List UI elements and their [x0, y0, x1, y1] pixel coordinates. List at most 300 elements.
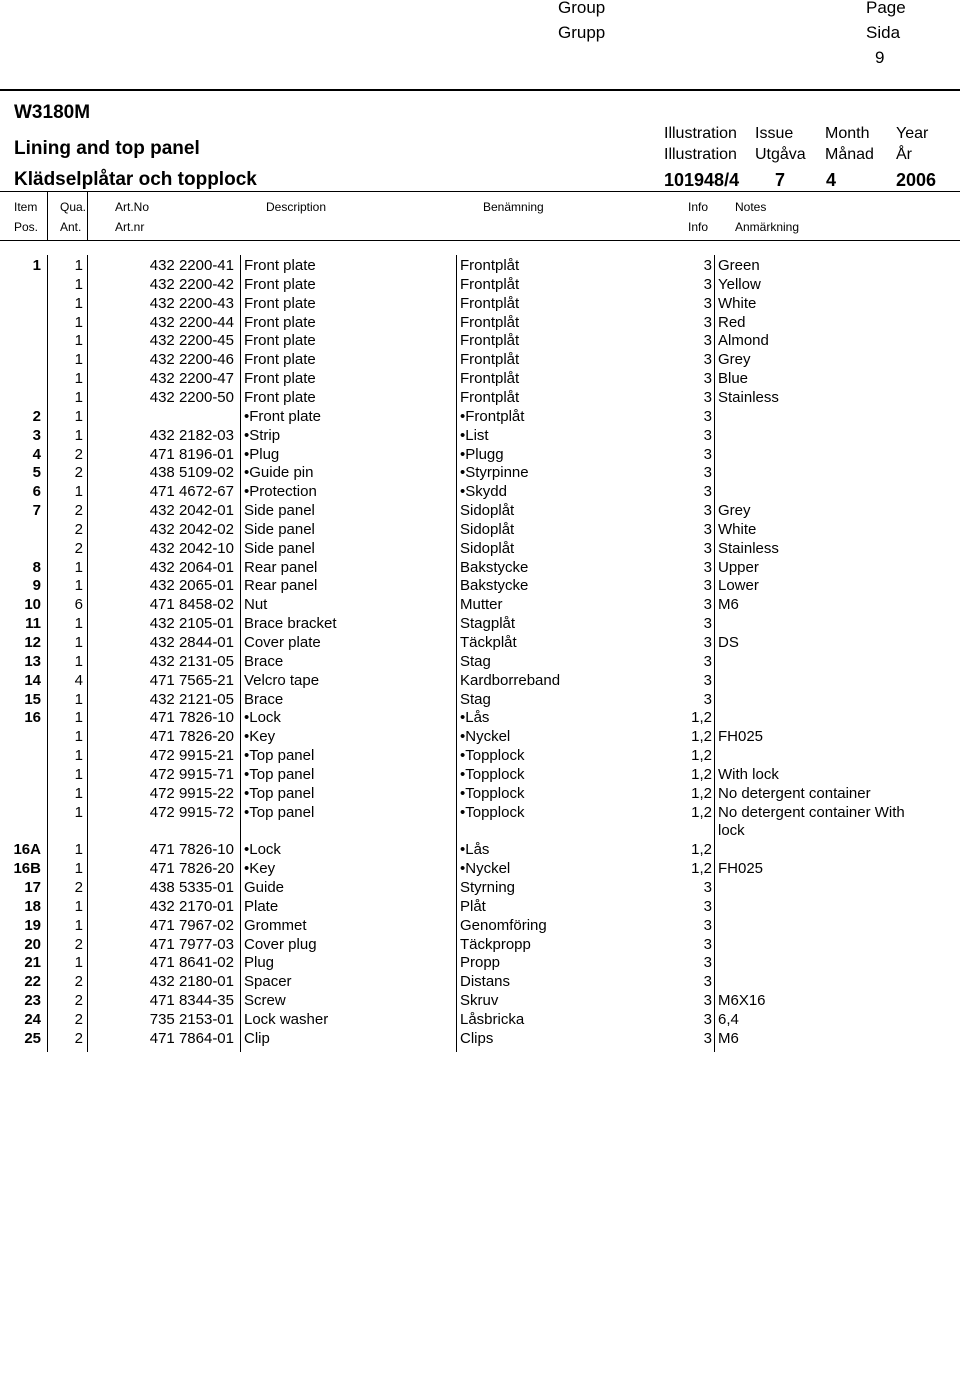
month-label-sv: Månad [825, 146, 874, 163]
cell-description: Screw [244, 992, 286, 1010]
cell-info: 3 [703, 954, 712, 972]
cell-quantity: 2 [74, 879, 83, 897]
cell-quantity: 1 [74, 709, 83, 727]
cell-quantity: 2 [74, 935, 83, 953]
table-row [0, 634, 960, 653]
cell-description: Guide [244, 879, 285, 897]
col-info: Info [688, 200, 709, 214]
cell-article-number: 432 2170-01 [149, 897, 234, 915]
cell-article-number: 471 8641-02 [149, 954, 234, 972]
cell-notes: FH025 [718, 860, 764, 878]
cell-info: 3 [703, 370, 712, 388]
cell-article-number: 471 8196-01 [149, 445, 234, 463]
table-row [0, 483, 960, 502]
cell-article-number: 471 7864-01 [149, 1029, 234, 1047]
table-row [0, 1030, 960, 1049]
col-item-sv: Pos. [14, 220, 39, 234]
cell-description: Front plate [244, 257, 316, 274]
cell-description: Clip [244, 1029, 270, 1047]
cell-item-number: 7 [32, 502, 41, 520]
cell-info: 3 [703, 690, 712, 708]
cell-benamning: Stag [460, 690, 491, 708]
cell-benamning: Frontplåt [460, 332, 520, 350]
cell-benamning: •Lås [460, 709, 490, 727]
cell-item-number: 1 [32, 257, 41, 274]
cell-info: 1,2 [691, 747, 712, 765]
cell-quantity: 1 [74, 426, 83, 444]
cell-description: Brace [244, 652, 284, 670]
cell-benamning: Frontplåt [460, 275, 520, 293]
cell-notes: White [718, 294, 757, 312]
cell-article-number: 432 2131-05 [149, 652, 234, 670]
cell-notes: Stainless [718, 539, 779, 557]
cell-item-number: 4 [32, 445, 41, 463]
page-title: Lining and top panel [14, 138, 200, 159]
group-label-sv: Grupp [558, 23, 606, 42]
cell-notes: Grey [718, 502, 751, 520]
cell-article-number: 432 2200-42 [149, 275, 234, 293]
cell-quantity: 1 [74, 558, 83, 576]
col-sep [87, 192, 88, 240]
cell-article-number: 735 2153-01 [149, 1011, 234, 1028]
cell-item-number: 3 [32, 426, 41, 444]
table-row [0, 577, 960, 596]
cell-info: 3 [703, 973, 712, 991]
cell-description: Front plate [244, 388, 316, 406]
cell-article-number: 432 2182-03 [149, 426, 234, 444]
cell-quantity: 1 [74, 728, 83, 746]
col-notes-sv: Anmärkning [735, 220, 800, 234]
cell-benamning: Sidoplåt [460, 520, 515, 538]
cell-quantity: 1 [74, 388, 83, 406]
cell-info: 3 [703, 445, 712, 463]
cell-quantity: 1 [74, 860, 83, 878]
cell-quantity: 1 [74, 803, 83, 821]
cell-notes: Grey [718, 351, 751, 369]
table-row [0, 785, 960, 804]
page-title-sv: Klädselplåtar och topplock [14, 169, 257, 190]
cell-quantity: 1 [74, 634, 83, 651]
cell-article-number: 432 2042-02 [149, 520, 234, 538]
cell-notes: M6 [718, 1029, 739, 1047]
table-row [0, 672, 960, 691]
cell-item-number: 24 [24, 1011, 41, 1028]
cell-article-number: 471 7967-02 [149, 916, 234, 934]
cell-quantity: 1 [74, 294, 83, 312]
cell-article-number: 471 7826-10 [149, 709, 234, 727]
cell-benamning: Frontplåt [460, 351, 520, 369]
cell-quantity: 2 [74, 992, 83, 1010]
cell-benamning: •Plugg [460, 445, 504, 463]
cell-quantity: 2 [74, 539, 83, 557]
cell-info: 3 [703, 275, 712, 293]
cell-item-number: 16B [13, 860, 41, 878]
cell-item-number: 18 [24, 897, 41, 915]
cell-info: 3 [703, 388, 712, 406]
cell-info: 3 [703, 502, 712, 520]
cell-quantity: 1 [74, 370, 83, 388]
cell-benamning: •Nyckel [460, 860, 511, 878]
table-row [0, 332, 960, 351]
cell-description: Lock washer [244, 1011, 329, 1028]
cell-item-number: 14 [24, 671, 41, 689]
cell-benamning: •Topplock [460, 765, 525, 783]
cell-item-number: 13 [24, 652, 41, 670]
cell-info: 3 [703, 558, 712, 576]
cell-item-number: 19 [24, 916, 41, 934]
table-row [0, 596, 960, 615]
cell-benamning: Mutter [460, 596, 503, 614]
cell-item-number: 2 [32, 407, 41, 425]
issue-value: 7 [775, 170, 786, 190]
table-row [0, 276, 960, 295]
cell-quantity: 2 [74, 445, 83, 463]
cell-description: •Top panel [244, 747, 315, 765]
cell-quantity: 1 [74, 690, 83, 708]
cell-info: 3 [703, 426, 712, 444]
table-row [0, 747, 960, 766]
table-top-rule [0, 240, 960, 241]
cell-quantity: 1 [74, 351, 83, 369]
cell-quantity: 1 [74, 407, 83, 425]
col-description: Description [266, 200, 327, 214]
table-row [0, 464, 960, 483]
cell-info: 1,2 [691, 803, 712, 821]
cell-description: •Guide pin [244, 464, 314, 482]
cell-article-number: 438 5335-01 [149, 879, 234, 897]
header-rule [0, 191, 960, 192]
cell-article-number: 432 2121-05 [149, 690, 234, 708]
table-row [0, 370, 960, 389]
cell-notes: With lock [718, 765, 779, 783]
table-row [0, 389, 960, 408]
table-row [0, 728, 960, 747]
group-label: Group [558, 0, 606, 17]
cell-description: •Strip [244, 426, 281, 444]
cell-info: 3 [703, 634, 712, 651]
cell-benamning: Frontplåt [460, 388, 520, 406]
page-number: 9 [875, 48, 885, 67]
cell-item-number: 17 [24, 879, 41, 897]
table-row [0, 314, 960, 333]
cell-quantity: 1 [74, 747, 83, 765]
cell-description: Cover plug [244, 935, 317, 953]
col-item: Item [14, 200, 38, 214]
cell-item-number: 12 [24, 634, 41, 651]
table-row [0, 898, 960, 917]
cell-article-number: 432 2200-45 [149, 332, 234, 350]
cell-benamning: Stagplåt [460, 615, 516, 633]
page-label: Page [866, 0, 906, 17]
cell-quantity: 1 [74, 577, 83, 595]
cell-quantity: 6 [74, 596, 83, 614]
table-row [0, 973, 960, 992]
cell-benamning: Styrning [460, 879, 516, 897]
table-row [0, 841, 960, 860]
cell-item-number: 22 [24, 973, 41, 991]
illustration-label-sv: Illustration [664, 146, 737, 163]
cell-benamning: Distans [460, 973, 511, 991]
cell-item-number: 23 [24, 992, 41, 1010]
cell-description: •Lock [244, 709, 281, 727]
table-row [0, 427, 960, 446]
cell-description: Cover plate [244, 634, 321, 651]
cell-info: 3 [703, 615, 712, 633]
cell-item-number: 5 [32, 464, 41, 482]
cell-info: 3 [703, 520, 712, 538]
cell-benamning: Bakstycke [460, 558, 529, 576]
cell-quantity: 1 [74, 332, 83, 350]
cell-benamning: •Topplock [460, 784, 525, 802]
cell-quantity: 1 [74, 765, 83, 783]
table-row [0, 351, 960, 370]
cell-description: Front plate [244, 275, 316, 293]
cell-info: 3 [703, 879, 712, 897]
cell-benamning: •List [460, 426, 489, 444]
cell-article-number: 432 2065-01 [149, 577, 234, 595]
cell-info: 3 [703, 257, 712, 274]
cell-description: Velcro tape [244, 671, 320, 689]
cell-info: 3 [703, 294, 712, 312]
cell-info: 3 [703, 313, 712, 331]
year-label-sv: År [896, 146, 912, 163]
cell-quantity: 1 [74, 652, 83, 670]
cell-article-number: 471 8344-35 [149, 992, 234, 1010]
cell-notes: No detergent container [718, 784, 871, 802]
cell-article-number: 472 9915-21 [149, 747, 234, 765]
cell-benamning: •Lås [460, 841, 490, 859]
col-benamning: Benämning [483, 200, 544, 214]
issue-label: Issue [755, 125, 794, 142]
cell-notes: FH025 [718, 728, 764, 746]
cell-info: 1,2 [691, 860, 712, 878]
cell-article-number: 432 2200-50 [149, 388, 234, 406]
header-top-rule [0, 89, 960, 91]
table-row [0, 521, 960, 540]
cell-benamning: Bakstycke [460, 577, 529, 595]
cell-benamning: Frontplåt [460, 294, 520, 312]
cell-notes: Red [718, 313, 746, 331]
cell-article-number: 471 7826-20 [149, 728, 234, 746]
cell-benamning: Kardborreband [460, 671, 561, 689]
cell-article-number: 432 2042-01 [149, 502, 234, 520]
cell-benamning: Täckpropp [460, 935, 531, 953]
cell-quantity: 2 [74, 1029, 83, 1047]
cell-info: 1,2 [691, 841, 712, 859]
cell-notes: Green [718, 257, 760, 274]
cell-info: 3 [703, 332, 712, 350]
cell-article-number: 432 2200-44 [149, 313, 234, 331]
cell-description: Side panel [244, 539, 315, 557]
cell-quantity: 2 [74, 520, 83, 538]
col-qua: Qua. [60, 200, 87, 214]
cell-info: 3 [703, 916, 712, 934]
cell-description: •Key [244, 860, 276, 878]
cell-description: Side panel [244, 520, 315, 538]
cell-description: Side panel [244, 502, 315, 520]
cell-quantity: 1 [74, 615, 83, 633]
col-art-sv: Art.nr [115, 220, 145, 234]
cell-notes: Yellow [718, 275, 761, 293]
cell-notes: Lower [718, 577, 759, 595]
cell-info: 3 [703, 652, 712, 670]
cell-description: Front plate [244, 370, 316, 388]
table-row [0, 709, 960, 728]
illustration-value: 101948/4 [664, 170, 740, 190]
cell-description: •Top panel [244, 765, 315, 783]
cell-description: •Key [244, 728, 276, 746]
month-value: 4 [826, 170, 837, 190]
cell-item-number: 16 [24, 709, 41, 727]
cell-description: Grommet [244, 916, 307, 934]
cell-quantity: 1 [74, 257, 83, 274]
cell-benamning: •Topplock [460, 747, 525, 765]
table-row [0, 803, 960, 840]
year-label: Year [896, 125, 929, 142]
col-sep [47, 192, 48, 240]
cell-info: 3 [703, 464, 712, 482]
illustration-label: Illustration [664, 125, 737, 142]
cell-article-number: 472 9915-72 [149, 803, 234, 821]
cell-benamning: Stag [460, 652, 491, 670]
cell-benamning: •Frontplåt [460, 407, 525, 425]
cell-notes: Upper [718, 558, 759, 576]
cell-item-number: 21 [24, 954, 41, 972]
cell-item-number: 25 [24, 1029, 41, 1047]
cell-info: 3 [703, 897, 712, 915]
cell-quantity: 4 [74, 671, 83, 689]
cell-info: 3 [703, 671, 712, 689]
cell-article-number: 432 2064-01 [149, 558, 234, 576]
table-row [0, 860, 960, 879]
table-row [0, 766, 960, 785]
year-value: 2006 [896, 170, 937, 190]
cell-benamning: Frontplåt [460, 370, 520, 388]
model-code: W3180M [14, 102, 91, 123]
cell-description: •Protection [244, 483, 317, 501]
cell-notes-continued: lock [718, 822, 745, 840]
cell-description: •Top panel [244, 784, 315, 802]
cell-article-number: 471 8458-02 [149, 596, 234, 614]
table-row [0, 954, 960, 973]
cell-benamning: Sidoplåt [460, 539, 515, 557]
cell-info: 1,2 [691, 728, 712, 746]
cell-benamning: Täckplåt [460, 634, 517, 651]
cell-info: 1,2 [691, 784, 712, 802]
cell-notes: DS [718, 634, 739, 651]
cell-benamning: Genomföring [460, 916, 547, 934]
issue-label-sv: Utgåva [755, 146, 806, 163]
table-row [0, 879, 960, 898]
cell-info: 3 [703, 539, 712, 557]
cell-info: 3 [703, 1011, 712, 1028]
col-art: Art.No [115, 200, 150, 214]
cell-quantity: 1 [74, 483, 83, 501]
cell-article-number: 472 9915-71 [149, 765, 234, 783]
cell-benamning: •Nyckel [460, 728, 511, 746]
table-row [0, 257, 960, 276]
cell-benamning: •Styrpinne [460, 464, 529, 482]
cell-info: 1,2 [691, 765, 712, 783]
cell-benamning: •Skydd [460, 483, 507, 501]
cell-notes: 6,4 [718, 1011, 739, 1028]
cell-quantity: 1 [74, 841, 83, 859]
cell-info: 3 [703, 351, 712, 369]
table-row [0, 615, 960, 634]
cell-quantity: 2 [74, 464, 83, 482]
cell-article-number: 471 7565-21 [149, 671, 234, 689]
cell-description: •Lock [244, 841, 281, 859]
cell-article-number: 471 7977-03 [149, 935, 234, 953]
cell-quantity: 1 [74, 313, 83, 331]
table-row [0, 917, 960, 936]
cell-article-number: 471 4672-67 [149, 483, 234, 501]
cell-description: Plug [244, 954, 275, 972]
cell-item-number: 8 [32, 558, 41, 576]
cell-item-number: 15 [24, 690, 41, 708]
cell-article-number: 432 2042-10 [149, 539, 234, 557]
cell-notes: Stainless [718, 388, 779, 406]
cell-description: Brace bracket [244, 615, 337, 633]
col-notes: Notes [735, 200, 767, 214]
cell-notes: Almond [718, 332, 769, 350]
cell-quantity: 1 [74, 954, 83, 972]
cell-item-number: 6 [32, 483, 41, 501]
cell-item-number: 9 [32, 577, 41, 595]
cell-quantity: 1 [74, 916, 83, 934]
cell-article-number: 472 9915-22 [149, 784, 234, 802]
cell-description: •Plug [244, 445, 280, 463]
table-row [0, 408, 960, 427]
cell-description: Rear panel [244, 577, 318, 595]
cell-notes: M6 [718, 596, 739, 614]
cell-article-number: 471 7826-20 [149, 860, 234, 878]
cell-info: 3 [703, 1029, 712, 1047]
cell-info: 3 [703, 407, 712, 425]
cell-notes: White [718, 520, 757, 538]
cell-article-number: 432 2180-01 [149, 973, 234, 991]
cell-item-number: 16A [13, 841, 41, 859]
cell-notes: Blue [718, 370, 749, 388]
cell-quantity: 1 [74, 784, 83, 802]
cell-quantity: 2 [74, 1011, 83, 1028]
cell-benamning: Clips [460, 1029, 494, 1047]
cell-quantity: 2 [74, 973, 83, 991]
table-row [0, 691, 960, 710]
cell-description: Front plate [244, 351, 316, 369]
cell-item-number: 11 [25, 615, 41, 633]
month-label: Month [825, 125, 870, 142]
table-row [0, 502, 960, 521]
page-label-sv: Sida [866, 23, 901, 42]
cell-article-number: 438 5109-02 [149, 464, 234, 482]
cell-benamning: •Topplock [460, 803, 525, 821]
cell-quantity: 1 [74, 897, 83, 915]
col-info-sv: Info [688, 220, 709, 234]
table-row [0, 446, 960, 465]
cell-info: 3 [703, 577, 712, 595]
cell-benamning: Plåt [460, 897, 486, 915]
cell-benamning: Propp [460, 954, 501, 972]
table-row [0, 559, 960, 578]
cell-article-number: 432 2105-01 [149, 615, 234, 633]
cell-description: Plate [244, 897, 279, 915]
cell-benamning: Frontplåt [460, 313, 520, 331]
cell-description: Spacer [244, 973, 292, 991]
cell-description: Nut [244, 596, 268, 614]
cell-info: 3 [703, 596, 712, 614]
table-row [0, 992, 960, 1011]
